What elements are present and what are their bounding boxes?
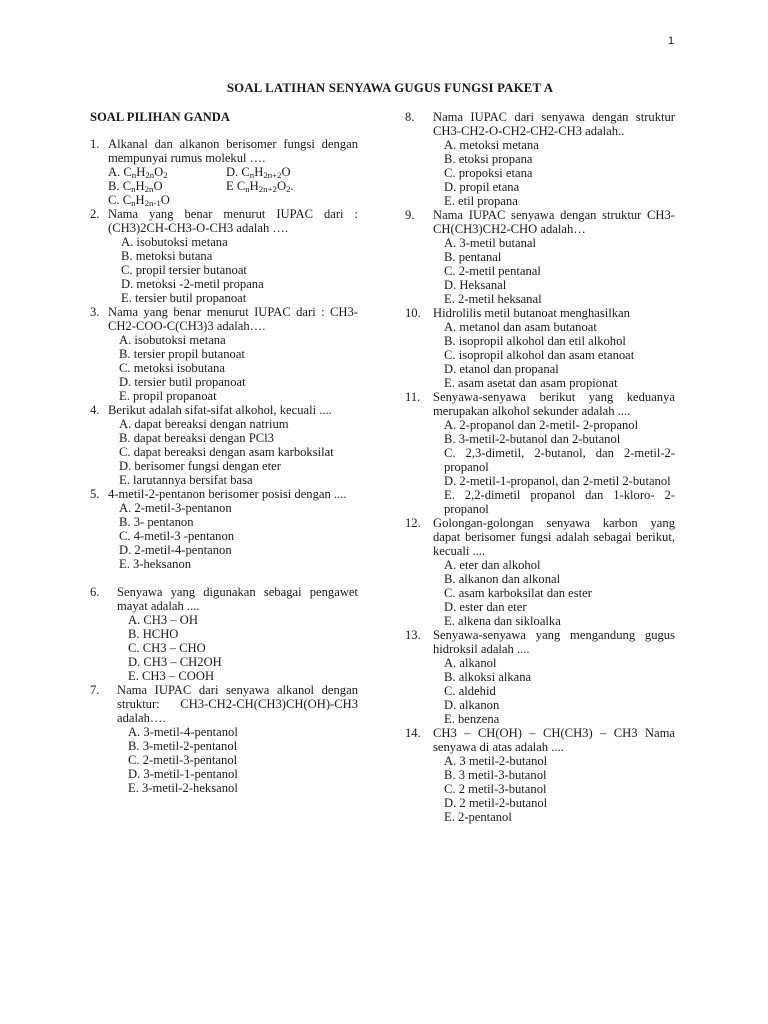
q11-option-a[interactable]: A. 2-propanol dan 2-metil- 2-propanol xyxy=(444,418,639,432)
q13-option-c[interactable]: C. aldehid xyxy=(444,684,496,698)
question-7-text: Nama IUPAC dari senyawa alkanol dengan struktur: CH3-CH2-CH(CH3)CH(OH)-CH3 adalah…. xyxy=(117,683,358,725)
q2-option-b[interactable]: B. metoksi butana xyxy=(121,249,213,263)
question-9: 9. Nama IUPAC senyawa dengan struktur CH3-CH(CH3)CH2-CHO adalah… A. 3-metil butanal B. pentanal C. 2-metil pentanal D. Heksanal E. 2-metil heksanal xyxy=(405,208,675,306)
question-8-options xyxy=(433,138,675,208)
q10-option-b[interactable]: B. isopropil alkohol dan etil alkohol xyxy=(444,334,626,348)
q11-option-c[interactable]: C. 2,3-dimetil, 2-butanol, dan 2-metil-2-propanol xyxy=(444,446,675,474)
question-8-text: Nama IUPAC dari senyawa dengan struktur CH3-CH2-O-CH2-CH2-CH3 adalah.. xyxy=(433,110,675,138)
q8-option-c[interactable]: C. propoksi etana xyxy=(444,166,533,180)
q6-option-b[interactable]: B. HCHO xyxy=(128,627,179,641)
q2-option-c[interactable]: C. propil tersier butanoat xyxy=(121,263,247,277)
q11-option-d[interactable]: D. 2-metil-1-propanol, dan 2-metil 2-butanol xyxy=(444,474,671,488)
q3-option-a[interactable]: A. isobutoksi metana xyxy=(119,333,226,347)
q14-option-a[interactable]: A. 3 metil-2-butanol xyxy=(444,754,548,768)
question-8: 8. Nama IUPAC dari senyawa dengan struktur CH3-CH2-O-CH2-CH2-CH3 adalah.. A. metoksi metana B. etoksi propana C. propoksi etana D. propil etana E. etil propana xyxy=(405,110,675,208)
q12-option-e[interactable]: E. alkena dan sikloalka xyxy=(444,614,561,628)
q9-option-a[interactable]: A. 3-metil butanal xyxy=(444,236,536,250)
q6-option-d[interactable]: D. CH3 – CH2OH xyxy=(128,655,222,669)
question-3: 3. Nama yang benar menurut IUPAC dari : CH3-CH2-COO-C(CH3)3 adalah…. A. isobutoksi metana B. tersier propil butanoat C. metoksi isobutana D. tersier butil propanoat E. propil propanoat xyxy=(90,305,358,403)
q2-option-d[interactable]: D. metoksi -2-metil propana xyxy=(121,277,264,291)
question-13-text: Senyawa-senyawa yang mengandung gugus hidroksil adalah .... xyxy=(433,628,675,656)
q7-option-b[interactable]: B. 3-metil-2-pentanol xyxy=(128,739,238,753)
q5-option-b[interactable]: B. 3- pentanon xyxy=(119,515,194,529)
question-1-text: Alkanal dan alkanon berisomer fungsi dengan mempunyai rumus molekul …. xyxy=(108,137,358,165)
q9-option-d[interactable]: D. Heksanal xyxy=(444,278,507,292)
q14-option-e[interactable]: E. 2-pentanol xyxy=(444,810,512,824)
question-5: 5. 4-metil-2-pentanon berisomer posisi dengan .... A. 2-metil-3-pentanon B. 3- pentanon C. 4-metil-3 -pentanon D. 2-metil-4-pentanon E. 3-heksanon xyxy=(90,487,358,571)
q5-option-c[interactable]: C. 4-metil-3 -pentanon xyxy=(119,529,235,543)
q1-option-c[interactable]: C. $C_nH_{2n-1}O$ xyxy=(108,193,170,208)
q5-option-e[interactable]: E. 3-heksanon xyxy=(119,557,192,571)
q10-option-e[interactable]: E. asam asetat dan asam propionat xyxy=(444,376,618,390)
left-column xyxy=(90,110,358,795)
q1-option-e[interactable]: E $C_nH_{2n+2}O_2$. xyxy=(226,179,294,194)
question-6-text: Senyawa yang digunakan sebagai pengawet mayat adalah .... xyxy=(117,585,358,613)
question-1: 1. Alkanal dan alkanon berisomer fungsi dengan mempunyai rumus molekul …. A. $C_nH_{2n}O_2$ D. $C_nH_{2n+2}O$ B. $C_nH_{2n}O$ E $C_nH_{2n+2}O_2$. C. $C_nH_{2n-1}O$ xyxy=(90,137,358,207)
question-11: 11. Senyawa-senyawa berikut yang keduanya merupakan alkohol sekunder adalah .... A. 2-propanol dan 2-metil- 2-propanol B. 3-metil-2-butanol dan 2-butanol C. 2,3-dimetil, 2-butanol, dan 2-metil-2-propanol D. 2-metil-1-propanol, dan 2-metil 2-butanol E. 2,2-dimetil propanol dan 1-kloro- 2-propanol xyxy=(405,390,675,516)
q14-option-d[interactable]: D. 2 metil-2-butanol xyxy=(444,796,548,810)
question-14: 14. CH3 – CH(OH) – CH(CH3) – CH3 Nama senyawa di atas adalah .... A. 3 metil-2-butanol B. 3 metil-3-butanol C. 2 metil-3-butanol D. 2 metil-2-butanol E. 2-pentanol xyxy=(405,726,675,824)
q3-option-c[interactable]: C. metoksi isobutana xyxy=(119,361,225,375)
q14-option-c[interactable]: C. 2 metil-3-butanol xyxy=(444,782,547,796)
question-9-options xyxy=(433,236,675,306)
question-3-text: Nama yang benar menurut IUPAC dari : CH3-CH2-COO-C(CH3)3 adalah…. xyxy=(108,305,358,333)
question-10-text: Hidrolilis metil butanoat menghasilkan xyxy=(433,306,630,320)
q5-option-a[interactable]: A. 2-metil-3-pentanon xyxy=(119,501,232,515)
q1-option-b[interactable]: B. $C_nH_{2n}O$ xyxy=(108,179,163,194)
q13-option-d[interactable]: D. alkanon xyxy=(444,698,500,712)
question-5-options xyxy=(108,501,358,571)
question-10: 10. Hidrolilis metil butanoat menghasilkan A. metanol dan asam butanoat B. isopropil alkohol dan etil alkohol C. isopropil alkohol dan asam etanoat D. etanol dan propanal E. asam asetat dan asam propionat xyxy=(405,306,675,390)
q9-option-b[interactable]: B. pentanal xyxy=(444,250,502,264)
q1-option-a[interactable]: A. $C_nH_{2n}O_2$ xyxy=(108,165,168,180)
q8-option-d[interactable]: D. propil etana xyxy=(444,180,520,194)
question-3-options xyxy=(108,333,358,403)
question-9-text: Nama IUPAC senyawa dengan struktur CH3-CH(CH3)CH2-CHO adalah… xyxy=(433,208,675,236)
question-2-text: Nama yang benar menurut IUPAC dari : (CH3)2CH-CH3-O-CH3 adalah …. xyxy=(108,207,358,235)
q6-option-e[interactable]: E. CH3 – COOH xyxy=(128,669,215,683)
q4-option-c[interactable]: C. dapat bereaksi dengan asam karboksilat xyxy=(119,445,334,459)
question-5-text: 4-metil-2-pentanon berisomer posisi dengan .... xyxy=(108,487,347,501)
question-14-text: CH3 – CH(OH) – CH(CH3) – CH3 Nama senyawa di atas adalah .... xyxy=(433,726,675,754)
question-12-text: Golongan-golongan senyawa karbon yang dapat berisomer fungsi adalah sebagai berikut, kecuali .... xyxy=(433,516,675,558)
question-4-text: Berikut adalah sifat-sifat alkohol, kecuali .... xyxy=(108,403,332,417)
question-11-options xyxy=(433,418,675,516)
question-2: 2. Nama yang benar menurut IUPAC dari : (CH3)2CH-CH3-O-CH3 adalah …. A. isobutoksi metana B. metoksi butana C. propil tersier butanoat D. metoksi -2-metil propana E. tersier butil propanoat xyxy=(90,207,358,305)
q3-option-b[interactable]: B. tersier propil butanoat xyxy=(119,347,245,361)
q9-option-c[interactable]: C. 2-metil pentanal xyxy=(444,264,541,278)
question-7: 7. Nama IUPAC dari senyawa alkanol dengan struktur: CH3-CH2-CH(CH3)CH(OH)-CH3 adalah…. A. 3-metil-4-pentanol B. 3-metil-2-pentanol C. 2-metil-3-pentanol D. 3-metil-1-pentanol E. 3-metil-2-heksanol xyxy=(90,683,358,795)
question-4-options xyxy=(108,417,358,487)
q7-option-a[interactable]: A. 3-metil-4-pentanol xyxy=(128,725,238,739)
question-2-options xyxy=(108,235,358,305)
q13-option-b[interactable]: B. alkoksi alkana xyxy=(444,670,532,684)
q5-option-d[interactable]: D. 2-metil-4-pentanon xyxy=(119,543,232,557)
q3-option-e[interactable]: E. propil propanoat xyxy=(119,389,217,403)
right-column xyxy=(405,110,675,824)
question-12-options xyxy=(433,558,675,628)
q2-option-a[interactable]: A. isobutoksi metana xyxy=(121,235,228,249)
page-number: 1 xyxy=(668,35,675,47)
q13-option-e[interactable]: E. benzena xyxy=(444,712,500,726)
question-10-options xyxy=(433,320,675,390)
question-6-options xyxy=(117,613,358,683)
question-1-options xyxy=(108,165,358,207)
q12-option-a[interactable]: A. eter dan alkohol xyxy=(444,558,541,572)
q3-option-d[interactable]: D. tersier butil propanoat xyxy=(119,375,246,389)
q12-option-c[interactable]: C. asam karboksilat dan ester xyxy=(444,586,592,600)
q11-option-e[interactable]: E. 2,2-dimetil propanol dan 1-kloro- 2-propanol xyxy=(444,488,675,516)
q4-option-e[interactable]: E. larutannya bersifat basa xyxy=(119,473,253,487)
q6-option-c[interactable]: C. CH3 – CHO xyxy=(128,641,206,655)
q12-option-d[interactable]: D. ester dan eter xyxy=(444,600,527,614)
q1-option-d[interactable]: D. $C_nH_{2n+2}O$ xyxy=(226,165,291,180)
q7-option-d[interactable]: D. 3-metil-1-pentanol xyxy=(128,767,238,781)
q7-option-e[interactable]: E. 3-metil-2-heksanol xyxy=(128,781,238,795)
q10-option-a[interactable]: A. metanol dan asam butanoat xyxy=(444,320,597,334)
question-11-text: Senyawa-senyawa berikut yang keduanya merupakan alkohol sekunder adalah .... xyxy=(433,390,675,418)
q8-option-a[interactable]: A. metoksi metana xyxy=(444,138,539,152)
q6-option-a[interactable]: A. CH3 – OH xyxy=(128,613,198,627)
q13-option-a[interactable]: A. alkanol xyxy=(444,656,497,670)
page-title: SOAL LATIHAN SENYAWA GUGUS FUNGSI PAKET A xyxy=(226,81,554,95)
q10-option-c[interactable]: C. isopropil alkohol dan asam etanoat xyxy=(444,348,635,362)
question-14-options xyxy=(433,754,675,824)
q9-option-e[interactable]: E. 2-metil heksanal xyxy=(444,292,542,306)
q10-option-d[interactable]: D. etanol dan propanal xyxy=(444,362,559,376)
q4-option-b[interactable]: B. dapat bereaksi dengan PCl3 xyxy=(119,431,274,445)
question-4: 4. Berikut adalah sifat-sifat alkohol, kecuali .... A. dapat bereaksi dengan natrium B. dapat bereaksi dengan PCl3 C. dapat bereaksi dengan asam karboksilat D. berisomer fungsi dengan eter E. larutannya bersifat basa xyxy=(90,403,358,487)
question-12: 12. Golongan-golongan senyawa karbon yang dapat berisomer fungsi adalah sebagai berikut, kecuali .... A. eter dan alkohol B. alkanon dan alkonal C. asam karboksilat dan ester D. ester dan eter E. alkena dan sikloalka xyxy=(405,516,675,628)
section-heading: SOAL PILIHAN GANDA xyxy=(90,110,230,124)
question-6: 6. Senyawa yang digunakan sebagai pengawet mayat adalah .... A. CH3 – OH B. HCHO C. CH3 – CHO D. CH3 – CH2OH E. CH3 – COOH xyxy=(90,585,358,683)
q8-option-e[interactable]: E. etil propana xyxy=(444,194,518,208)
q4-option-a[interactable]: A. dapat bereaksi dengan natrium xyxy=(119,417,289,431)
q7-option-c[interactable]: C. 2-metil-3-pentanol xyxy=(128,753,238,767)
question-13-options xyxy=(433,656,675,726)
q14-option-b[interactable]: B. 3 metil-3-butanol xyxy=(444,768,547,782)
q8-option-b[interactable]: B. etoksi propana xyxy=(444,152,533,166)
q2-option-e[interactable]: E. tersier butil propanoat xyxy=(121,291,247,305)
question-13: 13. Senyawa-senyawa yang mengandung gugus hidroksil adalah .... A. alkanol B. alkoksi alkana C. aldehid D. alkanon E. benzena xyxy=(405,628,675,726)
q12-option-b[interactable]: B. alkanon dan alkonal xyxy=(444,572,561,586)
question-7-options xyxy=(117,725,358,795)
q11-option-b[interactable]: B. 3-metil-2-butanol dan 2-butanol xyxy=(444,432,621,446)
q4-option-d[interactable]: D. berisomer fungsi dengan eter xyxy=(119,459,281,473)
